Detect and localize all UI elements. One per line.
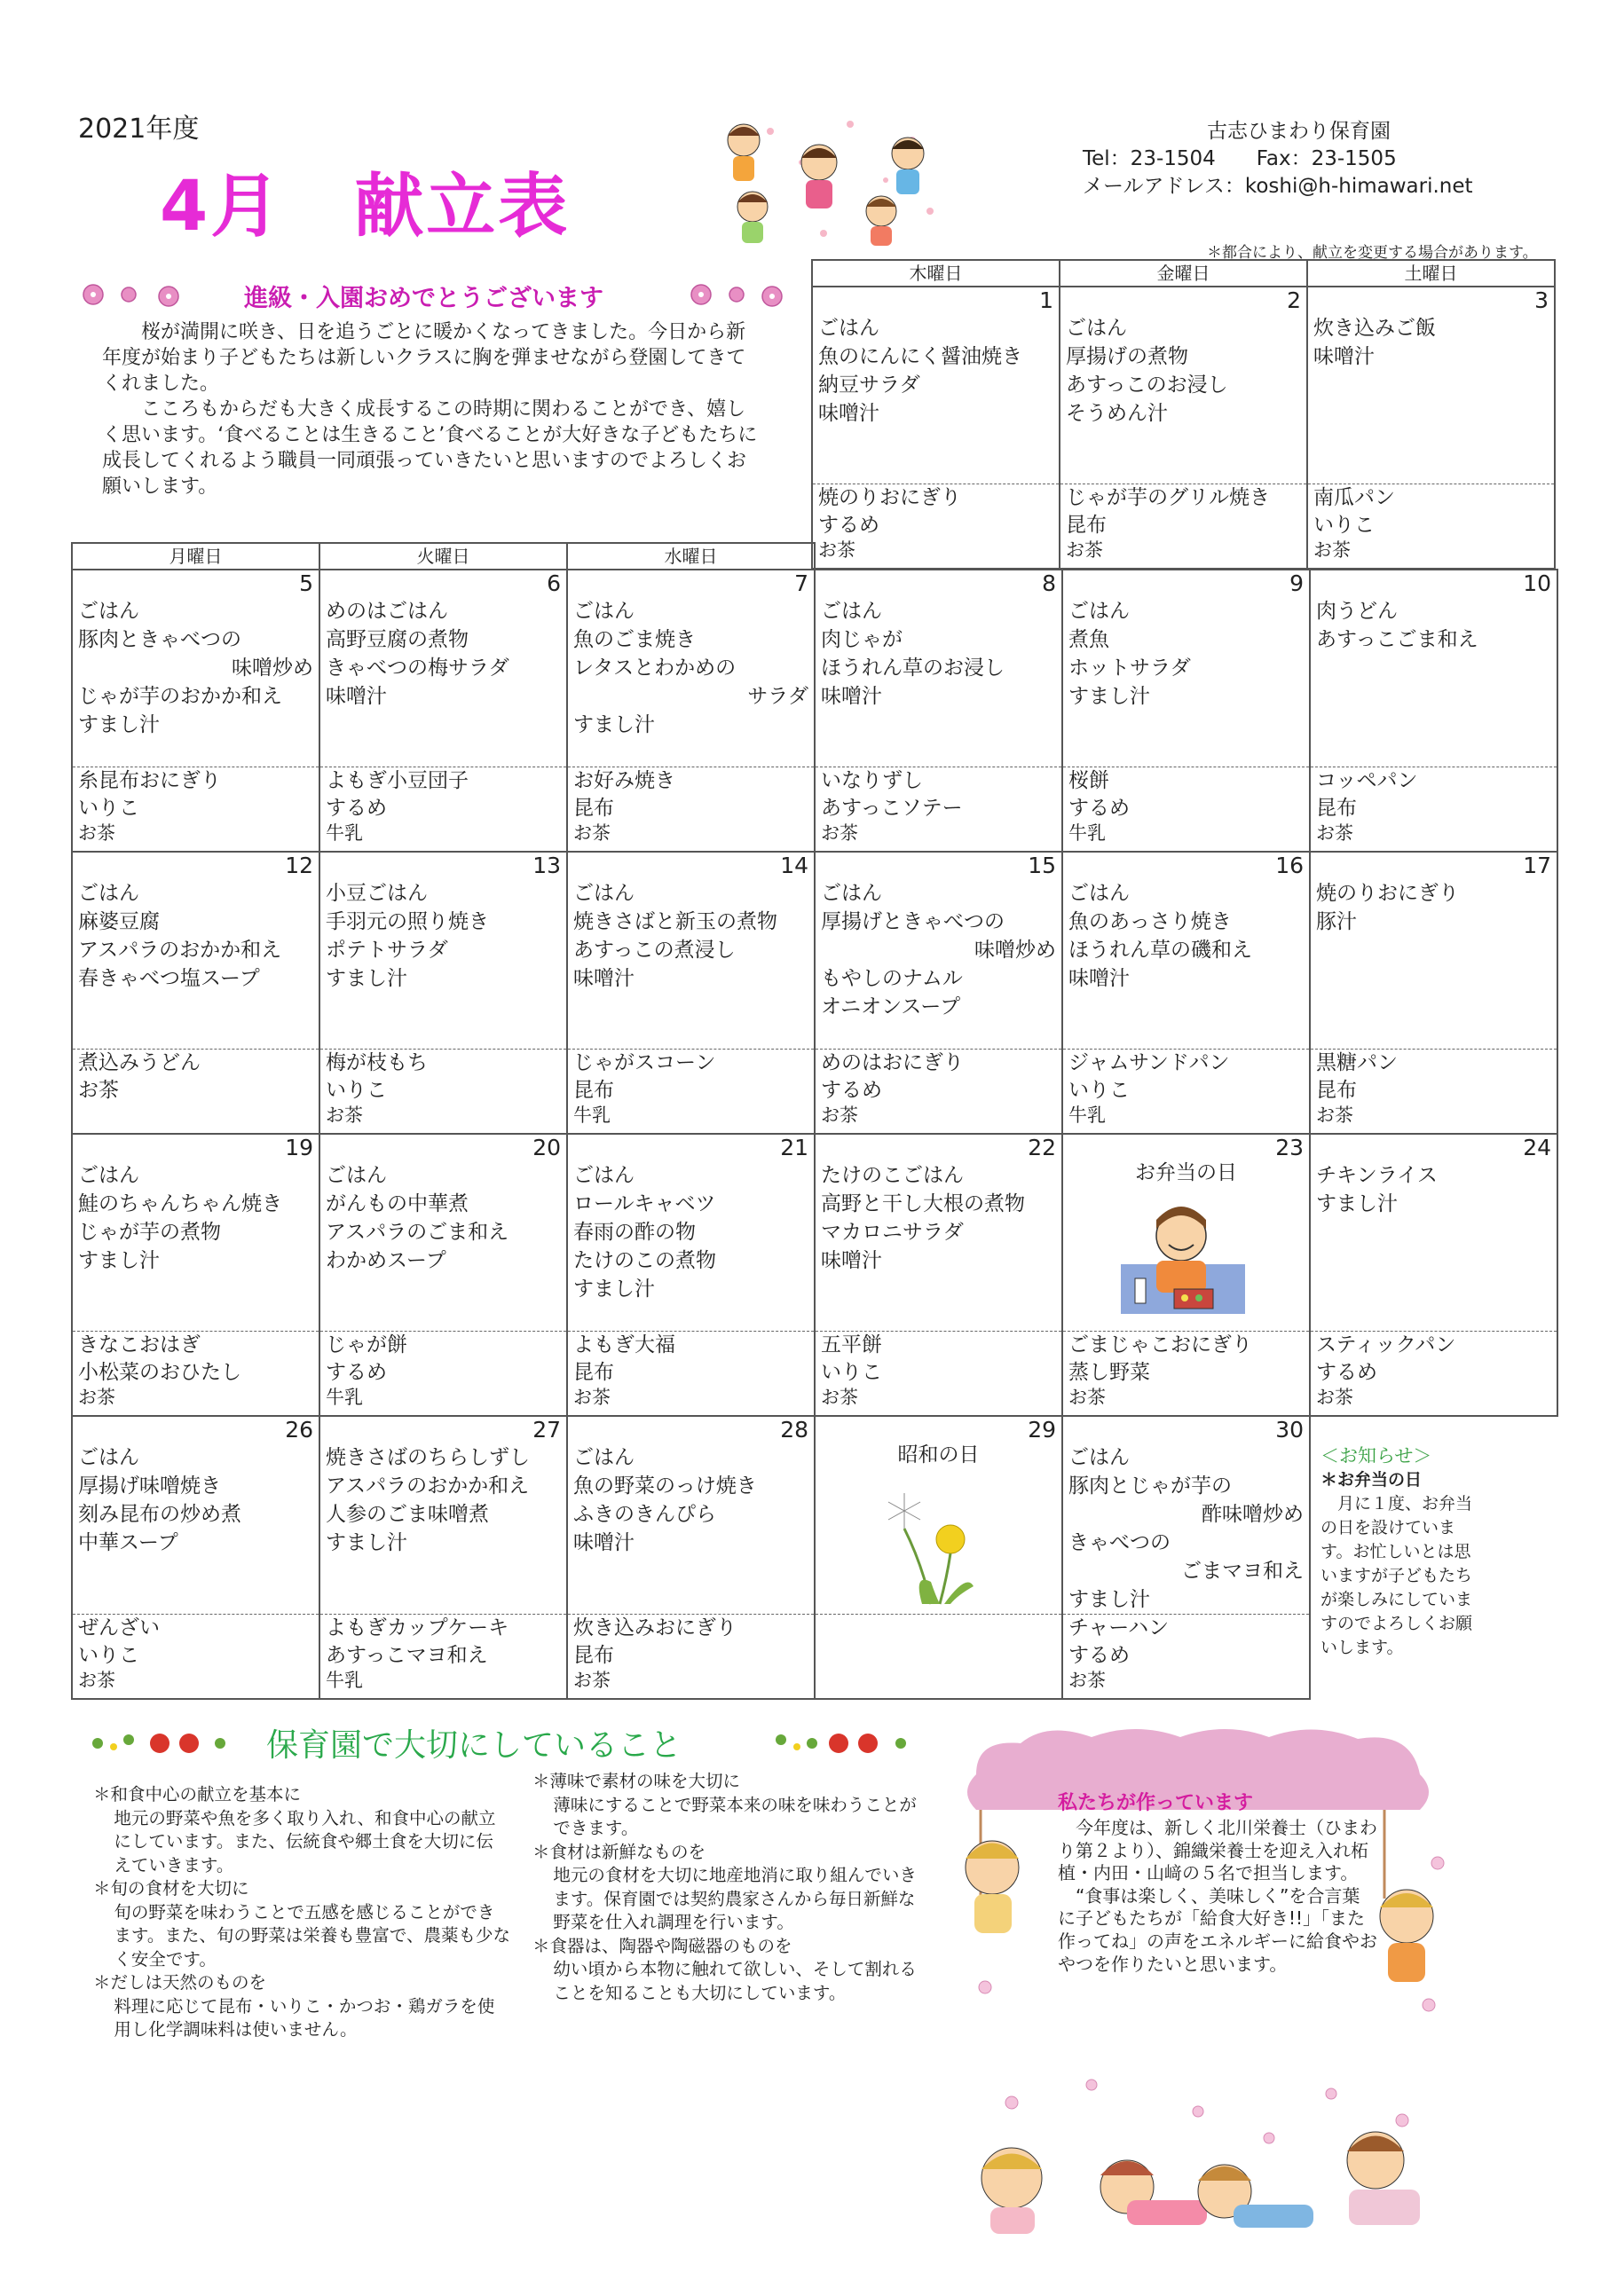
policy-body: 料理に応じて昆布・いりこ・かつお・鶏ガラを使用し化学調味料は使いません。: [114, 1995, 495, 2040]
day-number: 21: [780, 1135, 808, 1160]
weekday-header: 金曜日: [1060, 260, 1307, 287]
day-number: 15: [1028, 853, 1056, 878]
snack-item: 牛乳: [573, 1105, 611, 1126]
policy-heading: ＊薄味で素材の味を大切に: [532, 1771, 741, 1791]
menu-item: めのはごはん: [326, 600, 448, 623]
day-cell: [815, 852, 1062, 1050]
snack-cell: [319, 1332, 567, 1417]
menu-item: アスパラのおかか和え: [78, 939, 282, 962]
bento-child-illustration: [1112, 1193, 1254, 1317]
menu-calendar-week1: [811, 259, 1556, 570]
menu-item: ごはん: [78, 882, 139, 905]
snack-item: 牛乳: [1068, 1105, 1106, 1126]
snack-cell: [72, 1050, 319, 1135]
menu-item: レタスとわかめの: [573, 657, 737, 680]
snack-item: お茶: [821, 822, 858, 844]
snack-item: ジャムサンドパン: [1068, 1051, 1230, 1074]
menu-item: ごはん: [821, 600, 882, 623]
snack-cell: [1310, 1050, 1557, 1135]
menu-item: チキンライス: [1316, 1164, 1438, 1187]
menu-item: たけのこごはん: [821, 1164, 964, 1187]
snack-item: よもぎカップケーキ: [326, 1616, 509, 1639]
menu-item: 春雨の酢の物: [573, 1221, 696, 1244]
menu-item: 焼きさばのちらしずし: [326, 1446, 530, 1469]
day-cell: [567, 852, 815, 1050]
menu-item: 厚揚げ味噌焼き: [78, 1474, 221, 1498]
menu-item: ほうれん草の磯和え: [1068, 939, 1252, 962]
snack-item: めのはおにぎり: [821, 1051, 964, 1074]
snack-cell: [319, 767, 567, 853]
snack-item: お茶: [573, 1670, 611, 1691]
day-number: 30: [1275, 1417, 1304, 1443]
snack-item: するめ: [326, 1361, 387, 1384]
day-number: 8: [1042, 570, 1056, 596]
menu-item: 味噌汁: [821, 1249, 882, 1272]
day-number: 6: [547, 570, 561, 596]
snack-item: スティックパン: [1316, 1333, 1456, 1356]
snack-item: お茶: [1066, 539, 1103, 561]
snack-item: 梅が枝もち: [326, 1051, 428, 1074]
menu-item: がんもの中華煮: [326, 1192, 469, 1215]
snack-item: 蒸し野菜: [1068, 1361, 1150, 1384]
menu-item: もやしのナムル: [821, 967, 963, 990]
day-cell: [812, 287, 1060, 484]
snack-item: するめ: [818, 514, 879, 537]
menu-item: サラダ: [747, 685, 808, 708]
snack-item: するめ: [1068, 797, 1130, 820]
snack-item: お茶: [821, 1105, 858, 1126]
menu-item: ホットサラダ: [1068, 657, 1191, 680]
day-cell: [72, 1134, 319, 1332]
staff-text: [1058, 1817, 1377, 1976]
menu-item: ごはん: [326, 1164, 387, 1187]
day-cell: [1062, 852, 1310, 1050]
snack-item: いりこ: [1068, 1079, 1130, 1102]
day-cell: [319, 1134, 567, 1332]
menu-item: ごはん: [1068, 600, 1130, 623]
menu-item: すまし汁: [1068, 1588, 1150, 1611]
day-cell: [815, 1134, 1062, 1332]
snack-item: 昆布: [1316, 1079, 1357, 1102]
menu-item: 豚肉とじゃが芋の: [1068, 1474, 1232, 1498]
announcement-heading: ＜お知らせ＞: [1320, 1445, 1432, 1466]
snack-item: お茶: [1316, 1105, 1353, 1126]
menu-item: 焼のりおにぎり: [1316, 882, 1459, 905]
snack-item: いりこ: [821, 1361, 882, 1384]
snack-item: お茶: [821, 1387, 858, 1408]
menu-item: 高野と干し大根の煮物: [821, 1192, 1025, 1215]
snack-item: 昆布: [1316, 797, 1357, 820]
menu-item: あすっこのお浸し: [1066, 373, 1228, 397]
menu-item: ごはん: [1066, 317, 1127, 340]
snack-item: するめ: [1068, 1644, 1130, 1667]
dandelion-icon: [869, 1475, 1002, 1608]
menu-item: 肉じゃが: [821, 628, 903, 651]
menu-item: 麻婆豆腐: [78, 910, 160, 933]
menu-item: 魚のごま焼き: [573, 628, 696, 651]
menu-item: 焼きさばと新玉の煮物: [573, 910, 777, 933]
policy-column: [532, 1770, 927, 2005]
day-number: 14: [780, 853, 808, 878]
snack-item: お茶: [1316, 1387, 1353, 1408]
snack-item: きなこおはぎ: [78, 1333, 201, 1356]
day-cell: [815, 570, 1062, 767]
snack-item: お茶: [78, 1387, 115, 1408]
snack-item: お茶: [1068, 1387, 1106, 1408]
menu-item: すまし汁: [326, 1531, 407, 1554]
snack-cell: [1062, 1332, 1310, 1417]
snack-item: お茶: [573, 1387, 611, 1408]
menu-item: じゃが芋の煮物: [78, 1221, 221, 1244]
menu-item: 豚汁: [1316, 910, 1357, 933]
policy-heading: ＊だしは天然のものを: [93, 1972, 267, 1993]
menu-item: すまし汁: [1316, 1192, 1398, 1215]
day-cell: [567, 1416, 815, 1615]
menu-item: ごはん: [573, 882, 635, 905]
day-cell: [1062, 1416, 1310, 1615]
announcement-body: 月に１度、お弁当の日を設けています。お忙しいとは思いますが子どもたちが楽しみにしていますのでよろしくお願いします。: [1320, 1494, 1473, 1657]
day-number: 13: [532, 853, 561, 878]
menu-item: 中華スープ: [78, 1531, 178, 1554]
menu-item: 豚肉ときゃべつの: [78, 628, 241, 651]
policy-heading: ＊和食中心の献立を基本に: [93, 1784, 302, 1805]
menu-item: 味噌汁: [818, 402, 879, 425]
staff-title: 私たちが作っています: [1058, 1792, 1254, 1814]
menu-item: すまし汁: [1068, 685, 1150, 708]
snack-item: お茶: [78, 1670, 115, 1691]
menu-item: 厚揚げの煮物: [1066, 345, 1188, 368]
day-cell: [72, 570, 319, 767]
snack-item: 牛乳: [1068, 822, 1106, 844]
staff-paragraph: “食事は楽しく、美味しく”を合言葉に子どもたちが「給食大好き!!」「また作ってね」の声をエネルギーに給食やおやつを作りたいと思います。: [1058, 1884, 1377, 1975]
snack-cell: [1062, 1615, 1310, 1700]
day-number: 27: [532, 1417, 561, 1443]
snack-item: 牛乳: [326, 1387, 363, 1408]
snack-item: いりこ: [78, 1644, 139, 1667]
snack-item: いりこ: [326, 1079, 387, 1102]
day-number: 26: [285, 1417, 313, 1443]
snack-item: 昆布: [1066, 514, 1107, 537]
menu-item: 刻み昆布の炒め煮: [78, 1503, 241, 1526]
menu-item: あすっこの煮浸し: [573, 939, 736, 962]
menu-item: 味噌汁: [573, 1531, 635, 1554]
menu-item: 魚の野菜のっけ焼き: [573, 1474, 757, 1498]
snack-item: するめ: [821, 1079, 882, 1102]
snack-item: よもぎ小豆団子: [326, 769, 469, 792]
snack-item: 黒糖パン: [1316, 1051, 1398, 1074]
snack-cell: [319, 1050, 567, 1135]
menu-item: 高野豆腐の煮物: [326, 628, 469, 651]
menu-item: 小豆ごはん: [326, 882, 428, 905]
day-cell: [1062, 570, 1310, 767]
snack-item: 牛乳: [326, 822, 363, 844]
snack-cell: [567, 1050, 815, 1135]
snack-cell: [72, 1615, 319, 1700]
menu-item: 煮魚: [1068, 628, 1109, 651]
menu-item: マカロニサラダ: [821, 1221, 964, 1244]
menu-item: ロールキャベツ: [573, 1192, 716, 1215]
menu-item: 肉うどん: [1316, 600, 1398, 623]
snack-item: 焼のりおにぎり: [818, 486, 961, 509]
menu-item: 納豆サラダ: [818, 373, 920, 397]
day-cell: [1062, 1134, 1310, 1332]
policy-body: 薄味にすることで野菜本来の味を味わうことができます。: [553, 1794, 917, 1838]
menu-item: アスパラのおかか和え: [326, 1474, 530, 1498]
snack-item: 昆布: [573, 797, 614, 820]
menu-item: 味噌汁: [1313, 345, 1375, 368]
snack-item: いなりずし: [821, 769, 923, 792]
snack-item: 小松菜のおひたし: [78, 1361, 241, 1384]
snack-cell: [72, 1332, 319, 1417]
menu-item: ふきのきんぴら: [573, 1503, 716, 1526]
snack-item: お茶: [78, 822, 115, 844]
menu-item: ごはん: [78, 600, 139, 623]
weekday-header: 木曜日: [812, 260, 1060, 287]
snack-item: お茶: [326, 1105, 363, 1126]
menu-item: あすっこごま和え: [1316, 628, 1478, 651]
snack-cell: [815, 1050, 1062, 1135]
policy-heading: ＊旬の食材を大切に: [93, 1878, 249, 1899]
day-number: 23: [1275, 1135, 1304, 1160]
snack-cell: [815, 1615, 1062, 1700]
snack-item: お茶: [818, 539, 855, 561]
menu-item: 手羽元の照り焼き: [326, 910, 489, 933]
menu-item: ごはん: [821, 882, 882, 905]
day-cell: [1060, 287, 1307, 484]
snack-item: いりこ: [78, 797, 139, 820]
snack-item: いりこ: [1313, 514, 1375, 537]
day-cell: [567, 570, 815, 767]
snack-item: 五平餅: [821, 1333, 882, 1356]
menu-item: 味噌汁: [326, 685, 387, 708]
menu-item: ごはん: [818, 317, 879, 340]
children-illustration: [717, 114, 948, 247]
day-number: 9: [1289, 570, 1304, 596]
menu-item: ごはん: [78, 1446, 139, 1469]
day-number: 17: [1523, 853, 1551, 878]
weekday-header: 土曜日: [1307, 260, 1555, 287]
weekday-header: 水曜日: [567, 543, 815, 570]
snack-cell: [567, 767, 815, 853]
menu-item: 魚のあっさり焼き: [1068, 910, 1232, 933]
menu-item: すまし汁: [573, 1278, 655, 1301]
menu-item: ごはん: [1068, 1446, 1130, 1469]
day-number: 24: [1523, 1135, 1551, 1160]
day-cell: [1310, 570, 1557, 767]
policy-title-banner: [80, 1717, 932, 1766]
day-number: 3: [1534, 287, 1549, 313]
snack-item: あすっこマヨ和え: [326, 1644, 488, 1667]
weekday-header: 月曜日: [72, 543, 319, 570]
policy-column: [93, 1783, 510, 2042]
menu-item: 味噌炒め: [974, 939, 1056, 962]
policy-title: 保育園で大切にしていること: [266, 1727, 682, 1764]
menu-item: 鮭のちゃんちゃん焼き: [78, 1192, 282, 1215]
snack-cell: [1310, 1332, 1557, 1417]
day-number: 20: [532, 1135, 561, 1160]
day-cell: [567, 1134, 815, 1332]
snack-item: ぜんざい: [78, 1616, 160, 1639]
greeting-text: [102, 319, 759, 499]
day-cell: [815, 1416, 1062, 1615]
day-cell: [319, 1416, 567, 1615]
snack-item: 昆布: [573, 1079, 614, 1102]
day-cell: [319, 852, 567, 1050]
menu-item: ごはん: [573, 600, 635, 623]
day-cell: [319, 570, 567, 767]
day-cell: [72, 1416, 319, 1615]
day-number: 7: [794, 570, 808, 596]
snack-item: 煮込みうどん: [78, 1051, 201, 1074]
weekday-header: 火曜日: [319, 543, 567, 570]
event-label: お弁当の日: [1135, 1161, 1237, 1184]
snack-item: 桜餅: [1068, 769, 1109, 792]
snack-item: 糸昆布おにぎり: [78, 769, 221, 792]
snack-item: 牛乳: [326, 1670, 363, 1691]
menu-item: すまし汁: [78, 713, 160, 736]
day-cell: [1310, 1134, 1557, 1332]
menu-item: きゃべつの: [1068, 1531, 1171, 1554]
policy-body: 地元の野菜や魚を多く取り入れ、和食中心の献立にしています。また、伝統食や郷土食を大切に伝えていきます。: [114, 1807, 496, 1875]
policy-body: 幼い頃から本物に触れて欲しい、そして割れることを知ることも大切にしています。: [553, 1959, 917, 2003]
menu-item: たけのこの煮物: [573, 1249, 716, 1272]
snack-item: じゃがスコーン: [573, 1051, 716, 1074]
email: メールアドレス：koshi@h-himawari.net: [1083, 175, 1473, 198]
menu-item: ごまマヨ和え: [1181, 1560, 1304, 1583]
snack-item: お茶: [573, 822, 611, 844]
tel-fax: Tel：23-1504 Fax：23-1505: [1083, 147, 1397, 170]
menu-item: ポテトサラダ: [326, 939, 448, 962]
menu-item: アスパラのごま和え: [326, 1221, 509, 1244]
day-cell: [72, 852, 319, 1050]
snack-item: 昆布: [573, 1361, 614, 1384]
day-number: 1: [1039, 287, 1053, 313]
snack-cell: [72, 767, 319, 853]
menu-item: ほうれん草のお浸し: [821, 657, 1005, 680]
day-number: 19: [285, 1135, 313, 1160]
menu-item: ごはん: [573, 1164, 635, 1187]
menu-item: すまし汁: [573, 713, 655, 736]
snack-item: 南瓜パン: [1313, 486, 1395, 509]
snack-item: お茶: [1316, 822, 1353, 844]
day-number: 28: [780, 1417, 808, 1443]
greeting-paragraph: 桜が満開に咲き、日を追うごとに暖かくなってきました。今日から新年度が始まり子どもたちは新しいクラスに胸を弾ませながら登園してきてくれました。: [102, 321, 746, 395]
menu-item: ごはん: [573, 1446, 635, 1469]
menu-item: きゃべつの梅サラダ: [326, 657, 509, 680]
menu-item: すまし汁: [326, 967, 407, 990]
greeting-title: 進級・入園おめでとうございます: [244, 285, 603, 312]
menu-item: じゃが芋のおかか和え: [78, 685, 282, 708]
day-cell: [1307, 287, 1555, 484]
snack-item: お茶: [1068, 1670, 1106, 1691]
contact-block: [1083, 118, 1473, 201]
snack-cell: [567, 1332, 815, 1417]
day-cell: [1310, 852, 1557, 1050]
snack-item: するめ: [1316, 1361, 1377, 1384]
menu-item: 味噌汁: [1068, 967, 1130, 990]
staff-paragraph: 今年度は、新しく北川栄養士（ひまわり第２より）、錦織栄養士を迎え入れ柘植・内田・山﨑の５名で担当します。: [1058, 1817, 1377, 1884]
day-number: 2: [1287, 287, 1301, 313]
snack-item: 炊き込みおにぎり: [573, 1616, 737, 1639]
snack-cell: [319, 1615, 567, 1700]
menu-item: 酢味噌炒め: [1202, 1503, 1304, 1526]
policy-heading: ＊食材は新鮮なものを: [532, 1841, 706, 1862]
snack-cell: [567, 1615, 815, 1700]
menu-item: 味噌炒め: [232, 657, 313, 680]
menu-item: 人参のごま味噌煮: [326, 1503, 489, 1526]
day-number: 5: [299, 570, 313, 596]
day-number: 12: [285, 853, 313, 878]
menu-item: 春きゃべつ塩スープ: [78, 967, 260, 990]
menu-item: そうめん汁: [1066, 402, 1168, 425]
announcement: [1320, 1444, 1476, 1660]
menu-item: 味噌汁: [821, 685, 882, 708]
snack-item: コッペパン: [1316, 769, 1418, 792]
menu-item: わかめスープ: [326, 1249, 446, 1272]
snack-item: するめ: [326, 797, 387, 820]
change-notice: ＊都合により、献立を変更する場合があります。: [1207, 244, 1538, 262]
menu-item: ごはん: [1068, 882, 1130, 905]
announcement-subheading: ＊お弁当の日: [1320, 1470, 1423, 1490]
menu-item: すまし汁: [78, 1249, 160, 1272]
menu-item: 味噌汁: [573, 967, 635, 990]
org-name: 古志ひまわり保育園: [1207, 120, 1391, 143]
policy-body: 旬の野菜を味わうことで五感を感じることができます。また、旬の野菜は栄養も豊富で、農薬も少なく安全です。: [114, 1901, 510, 1970]
snack-item: ごまじゃこおにぎり: [1068, 1333, 1252, 1356]
day-number: 16: [1275, 853, 1304, 878]
snack-item: 昆布: [573, 1644, 614, 1667]
policy-heading: ＊食器は、陶器や陶磁器のものを: [532, 1935, 792, 1956]
snack-item: お茶: [1313, 539, 1351, 561]
day-number: 29: [1028, 1417, 1056, 1443]
snack-cell: [1310, 767, 1557, 853]
menu-item: 炊き込みご飯: [1313, 317, 1436, 340]
snack-item: お好み焼き: [573, 769, 675, 792]
policy-body: 地元の食材を大切に地産地消に取り組んでいきます。保育園では契約農家さんから毎日新鮮な野菜を仕入れ調理を行います。: [553, 1865, 917, 1932]
snack-item: じゃが餅: [326, 1333, 407, 1356]
snack-item: チャーハン: [1068, 1616, 1170, 1639]
day-number: 10: [1523, 570, 1551, 596]
snack-cell: [1062, 1050, 1310, 1135]
page-title: 4月 献立表: [160, 167, 571, 247]
greeting-title-banner: [75, 277, 821, 316]
fiscal-year: 2021年度: [78, 114, 200, 145]
menu-item: 厚揚げときゃべつの: [821, 910, 1005, 933]
menu-item: 魚のにんにく醤油焼き: [818, 345, 1022, 368]
day-number: 22: [1028, 1135, 1056, 1160]
snack-item: よもぎ大福: [573, 1333, 675, 1356]
snack-item: あすっこソテー: [821, 797, 963, 820]
snack-cell: [815, 767, 1062, 853]
holiday-label: 昭和の日: [897, 1443, 980, 1466]
menu-item: オニオンスープ: [821, 995, 961, 1018]
snack-item: お茶: [78, 1079, 119, 1102]
snack-item: じゃが芋のグリル焼き: [1066, 486, 1270, 509]
greeting-paragraph: こころもからだも大きく成長するこの時期に関わることができ、嬉しく思います。‘食べることは生きること’食べることが大好きな子どもたちに成長してくれるよう職員一同頑張っていきたいと思いますのでよろしくお願いします。: [102, 398, 758, 498]
snack-cell: [1062, 767, 1310, 853]
snack-cell: [815, 1332, 1062, 1417]
menu-item: ごはん: [78, 1164, 139, 1187]
